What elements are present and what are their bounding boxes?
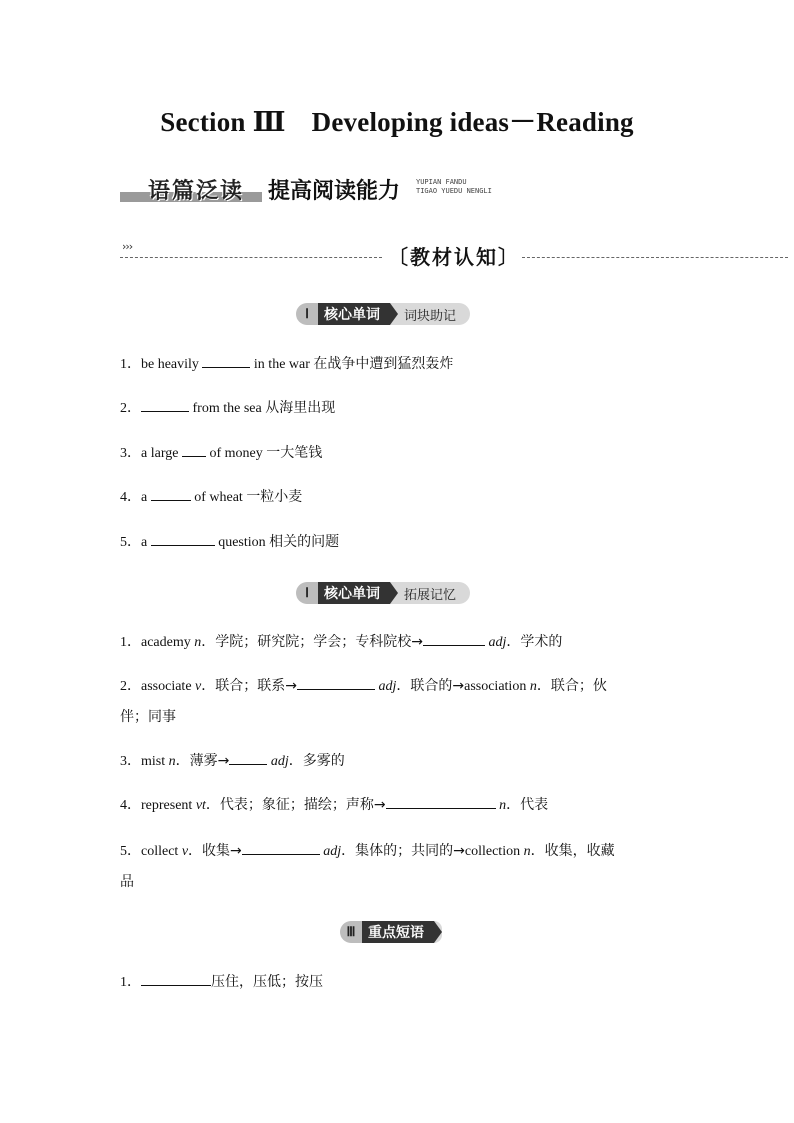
list-item: 2． from the sea 从海里出现 bbox=[120, 393, 680, 424]
answer-blank[interactable] bbox=[182, 440, 206, 457]
banner-pinyin-line2: TIGAO YUEDU NENGLI bbox=[416, 187, 492, 195]
list-item: 5．a question 相关的问题 bbox=[120, 527, 680, 558]
divider-label: 〔教材认知〕 bbox=[388, 245, 520, 269]
section-number: Ⅰ bbox=[296, 582, 318, 604]
section-banner bbox=[120, 172, 640, 206]
answer-blank[interactable] bbox=[141, 395, 189, 412]
section-subtitle: 词块助记 bbox=[390, 303, 470, 325]
list-item: 1．academy n．学院；研究院；学会；专科院校→ adj．学术的 bbox=[120, 627, 680, 658]
banner-label: 语篇泛读 bbox=[148, 179, 245, 204]
answer-blank[interactable] bbox=[423, 629, 485, 646]
answer-blank[interactable] bbox=[151, 484, 191, 501]
list-item-continuation: 品 bbox=[120, 874, 134, 890]
section-number: Ⅰ bbox=[296, 303, 318, 325]
section-title: 核心单词 bbox=[318, 582, 390, 604]
chevron-right-icon: ››› bbox=[122, 240, 133, 253]
list-item: 3．mist n．薄雾→ adj．多雾的 bbox=[120, 746, 680, 777]
section-header-word-expansion bbox=[296, 582, 470, 604]
list-item: 1． 压住，压低；按压 bbox=[120, 967, 680, 998]
answer-blank[interactable] bbox=[297, 673, 375, 690]
list-item: 2．associate v．联合；联系→ adj．联合的→association n．联合；伙 bbox=[120, 671, 680, 702]
answer-blank[interactable] bbox=[141, 969, 211, 986]
textbook-divider bbox=[120, 240, 790, 270]
banner-pinyin-line1: YUPIAN FANDU bbox=[416, 178, 467, 186]
banner-heading: 提高阅读能力 bbox=[268, 179, 401, 204]
divider-line-right bbox=[522, 257, 788, 258]
section-number: Ⅲ bbox=[340, 921, 362, 943]
list-item: 4．represent vt．代表；象征；描绘；声称→ n．代表 bbox=[120, 790, 680, 821]
list-item: 5．collect v．收集→ adj．集体的；共同的→collection n．收集，收藏 bbox=[120, 836, 680, 867]
list-item: 3．a large of money 一大笔钱 bbox=[120, 438, 680, 469]
answer-blank[interactable] bbox=[386, 792, 496, 809]
answer-blank[interactable] bbox=[202, 351, 250, 368]
divider-line-left bbox=[120, 257, 382, 258]
section-header-core-words bbox=[296, 303, 470, 325]
banner-pinyin bbox=[416, 178, 492, 196]
list-item: 1．be heavily in the war 在战争中遭到猛烈轰炸 bbox=[120, 349, 680, 380]
page-title bbox=[0, 100, 794, 139]
title-topic: Developing ideas－Reading bbox=[311, 107, 634, 137]
title-section: Section Ⅲ bbox=[160, 107, 286, 137]
section-header-key-phrases bbox=[340, 921, 442, 943]
section-subtitle: 拓展记忆 bbox=[390, 582, 470, 604]
answer-blank[interactable] bbox=[151, 529, 215, 546]
list-item: 4．a of wheat 一粒小麦 bbox=[120, 482, 680, 513]
list-item-continuation: 伴；同事 bbox=[120, 709, 176, 725]
answer-blank[interactable] bbox=[242, 838, 320, 855]
answer-blank[interactable] bbox=[229, 748, 267, 765]
section-title: 核心单词 bbox=[318, 303, 390, 325]
section-title: 重点短语 bbox=[362, 921, 434, 943]
